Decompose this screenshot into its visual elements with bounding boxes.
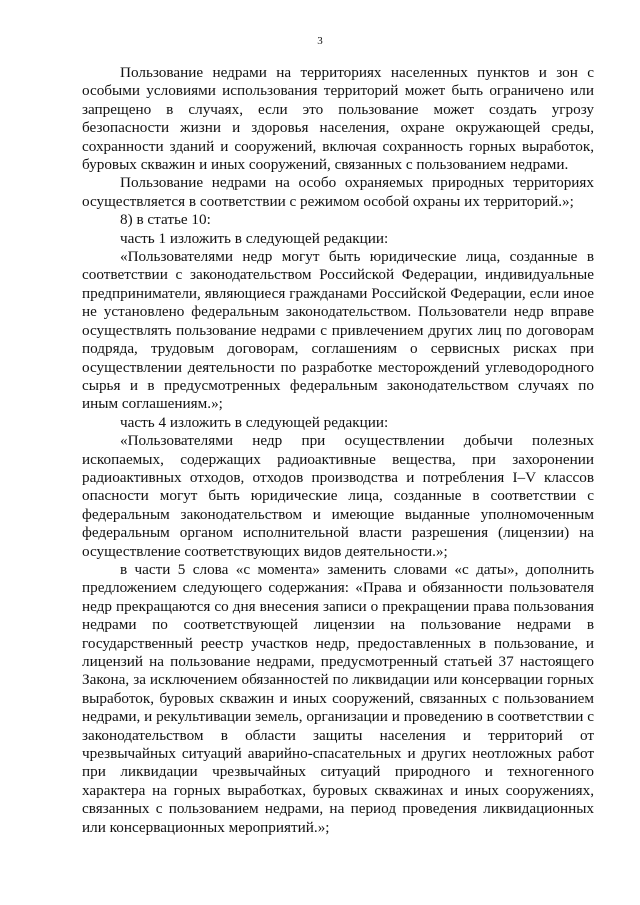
paragraph-subsoil-use-restrictions: Пользование недрами на территориях населенных пунктов и зон с особыми условиями использования территорий может быть ограничено или запрещено в случаях, если это пользование может создать угрозу безопасности жизни и здоровья населения, охране окружающей среды, сохранности зданий и сооружений, включая сохранность горных выработок, буровых скважин и иных сооружений, связанных с пользованием недрами.: [82, 64, 594, 174]
page-number: 3: [317, 35, 323, 47]
document-body: [82, 64, 594, 837]
paragraph-protected-territories: Пользование недрами на особо охраняемых природных территориях осуществляется в соответствии с режимом особой охраны их территорий.»;: [82, 174, 594, 210]
paragraph-part-1-instruction: часть 1 изложить в следующей редакции:: [120, 229, 389, 247]
paragraph-article-10-heading: 8) в статье 10:: [120, 211, 211, 229]
paragraph-part-4-instruction: часть 4 изложить в следующей редакции:: [120, 413, 389, 431]
paragraph-part-4-text: «Пользователями недр при осуществлении добычи полезных ископаемых, содержащих радиоактивные вещества, при захоронении радиоактивных отходов, отходов производства и потребления I–V классов опасности могут быть юридические лица, созданные в соответствии с федеральным законодательством и имеющие выданные уполномоченным федеральным органом исполнительной власти разрешения (лицензии) на осуществление соответствующих видов деятельности.»;: [82, 432, 594, 560]
paragraph-part-1-text: «Пользователями недр могут быть юридические лица, созданные в соответствии с законодательством Российской Федерации, индивидуальные предприниматели, являющиеся гражданами Российской Федерации, если иное не установлено федеральным законодательством. Пользователи недр вправе осуществлять пользование недрами с привлечением других лиц по договорам подряда, трудовым договорам, соглашениям о сервисных рисках при осуществлении деятельности по разработке месторождений углеводородного сырья и в предусмотренных федеральным законодательством случаях по иным соглашениям.»;: [82, 248, 594, 413]
paragraph-part-5-amendment: в части 5 слова «с момента» заменить словами «с даты», дополнить предложением следующего содержания: «Права и обязанности пользователя недр прекращаются со дня внесения записи о прекращении права пользования недрами по соответствующей лицензии на пользование недрами в государственный реестр участков недр, предоставленных в пользование, и лицензий на пользование недрами, предусмотренный статьей 37 настоящего Закона, за исключением обязанностей по ликвидации или консервации горных выработок, буровых скважин и иных сооружений, связанных с пользованием недрами, и рекультивации земель, организации и проведению в соответствии с законодательством в области защиты населения и территорий от чрезвычайных ситуаций аварийно-спасательных и других неотложных работ при ликвидации чрезвычайных ситуаций природного и техногенного характера на горных выработках, буровых скважинах и иных сооружениях, связанных с пользованием недрами, на период проведения ликвидационных или консервационных мероприятий.»;: [82, 560, 594, 836]
